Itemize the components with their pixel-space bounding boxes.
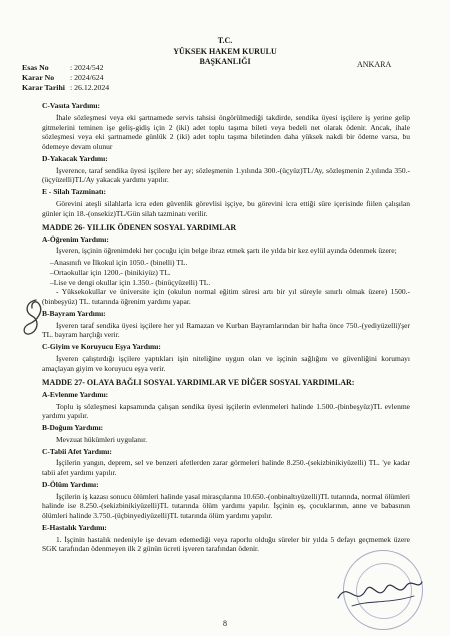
- paragraph: Mevzuat hükümleri uygulanır.: [56, 434, 148, 444]
- page-number: 8: [223, 619, 227, 628]
- list-item: –Lise ve dengi okullar için 1.350.- (binüçyüzelli) TL.: [50, 277, 211, 287]
- meta-row-tarih: [22, 83, 114, 93]
- meta-label: Karar Tarihi: [22, 82, 65, 92]
- section-heading-hastalik: E-Hastalık Yardımı:: [42, 522, 107, 532]
- section-heading-afet: C-Tabii Afet Yardımı:: [42, 446, 112, 456]
- paragraph: İşveren, işçinin öğrenimdeki her çocuğu için belge ibraz etmek şartı ile yılda bir kez eylül ayında ödenmek üzere;: [56, 246, 397, 256]
- meta-row-karar: [22, 73, 114, 83]
- margin-initial-icon: [18, 296, 52, 338]
- paragraph: İşveren çalıştırdığı işçilere yaptıkları işin niteliğine uygun olan ve işçinin sağlığını ve güvenliğini korumayı amaçlayan giyim ve koruyucu eşya verir.: [42, 353, 410, 373]
- section-heading-yakacak: D-Yakacak Yardımı:: [42, 153, 108, 163]
- article-26-title: MADDE 26- YILLIK ÖDENEN SOSYAL YARDIMLAR: [42, 223, 237, 233]
- section-heading-bayram: B-Bayram Yardımı:: [42, 308, 106, 318]
- paragraph: Görevini ateşli silahlarla icra eden güvenlik görevlisi işçiye, bu görevini icra ettiği süre içerisinde fiilen çalışılan günler için 18.-(onsekiz)TL/Gün silah tazminatı verilir.: [42, 198, 410, 218]
- list-item: - Yüksekokullar ve üniversite için (okulun normal eğitim süresi artı bir yıl süreyle sınırlı olmak üzere) 1500.- (binbeşyüz) TL. tutarında öğrenim yardımı yapar.: [42, 287, 410, 307]
- city-label: ANKARA: [357, 60, 392, 69]
- paragraph: 1. İşçinin hastalık nedeniyle işe devam edemediği veya raporlu olduğu süreler bir yılda 5 defayı geçmemek üzere SGK tarafından ödenmeyen ilk 2 günün ücreti işveren tarafından ödenir.: [42, 534, 410, 554]
- case-meta-table: [22, 63, 114, 93]
- paragraph: İşçilerin iş kazası sonucu ölümleri halinde yasal mirasçılarına 10.650.-(onbinaltıyüzelli)TL tutarında, normal ölümleri halinde ise 8.250.-(sekizbinikiyüzelli)TL tutarında ölüm yardımı yapılır. İşçinin eş, çocuklarının, anne ve babasının ölümleri halinde 3.750.-(üçbinyediyüzelli)TL tutarında ölüm yardımı yapılır.: [42, 491, 410, 521]
- paragraph: İşverence, taraf sendika üyesi işçilere her ay; sözleşmenin 1.yılında 300.-(üçyüz)TL/Ay, sözleşmenin 2.yılında 350.-(üçyüzelli)TL/Ay yakacak yardımı yapılır.: [42, 165, 410, 185]
- paragraph: İşveren taraf sendika üyesi işçilere her yıl Ramazan ve Kurban Bayramlarından bir hafta önce 750.-(yediyüzelli)'şer TL. bayram harçlığı verir.: [42, 320, 410, 340]
- meta-value: : 2024/624: [69, 72, 104, 82]
- meta-value: : 2024/542: [69, 63, 104, 72]
- section-heading-vasita: C-Vasıta Yardımı:: [42, 101, 100, 110]
- meta-row-esas: [22, 63, 114, 73]
- section-heading-silah: E - Silah Tazminatı:: [42, 187, 106, 196]
- paragraph: İhale sözleşmesi veya eki şartnamede servis tahsisi öngörülmediği takdirde, sendika üyesi işçilere iş yerine gelip gitmelerini teminen işe geliş-gidiş için 2 (iki) adet toplu taşıma bileti veya bedeli net olarak ödenir. Ancak, ihale sözleşmesi veya eki şartnamede günlük 2 (iki) adet toplu taşıma biletinden daha yüksek nakdi bir ödeme varsa, bu ödemeye devam olunur: [42, 112, 410, 151]
- section-heading-ogrenim: A-Öğrenim Yardımı:: [42, 234, 109, 244]
- header-line-tc: T.C.: [217, 36, 233, 45]
- signature-icon: [334, 568, 426, 614]
- meta-label: Esas No: [22, 63, 49, 72]
- section-heading-giyim: C-Giyim ve Koruyucu Eşya Yardımı:: [42, 342, 161, 352]
- section-heading-dogum: B-Doğum Yardımı:: [42, 423, 104, 433]
- header-line-institution: YÜKSEK HAKEM KURULU: [173, 46, 277, 56]
- meta-label: Karar No: [22, 72, 55, 82]
- list-item: –Ortaokullar için 1200.- (binikiyüz) TL.: [50, 267, 171, 277]
- meta-value: : 26.12.2024: [69, 82, 110, 92]
- list-item: –Anasınıfı ve İlkokul için 1050.- (binelli) TL.: [50, 258, 188, 268]
- section-heading-evlenme: A-Evlenme Yardımı:: [42, 389, 109, 399]
- document-body: [42, 101, 410, 556]
- header-line-presidency: BAŞKANLIĞI: [199, 57, 251, 67]
- article-27-title: MADDE 27- OLAYA BAĞLI SOSYAL YARDIMLAR VE DİĞER SOSYAL YARDIMLAR:: [42, 378, 355, 388]
- paragraph: Toplu iş sözleşmesi kapsamında çalışan sendika üyesi işçilerin evlenmeleri halinde 1.500.-(binbeşyüz)TL evlenme yardımı yapılır.: [42, 401, 410, 421]
- paragraph: İşçilerin yangın, deprem, sel ve benzeri afetlerden zarar görmeleri halinde 8.250.-(sekizbinikiyüzelli) TL. 'ye kadar tabii afet yardımı yapılır.: [42, 458, 410, 478]
- section-heading-olum: D-Ölüm Yardımı:: [42, 479, 99, 489]
